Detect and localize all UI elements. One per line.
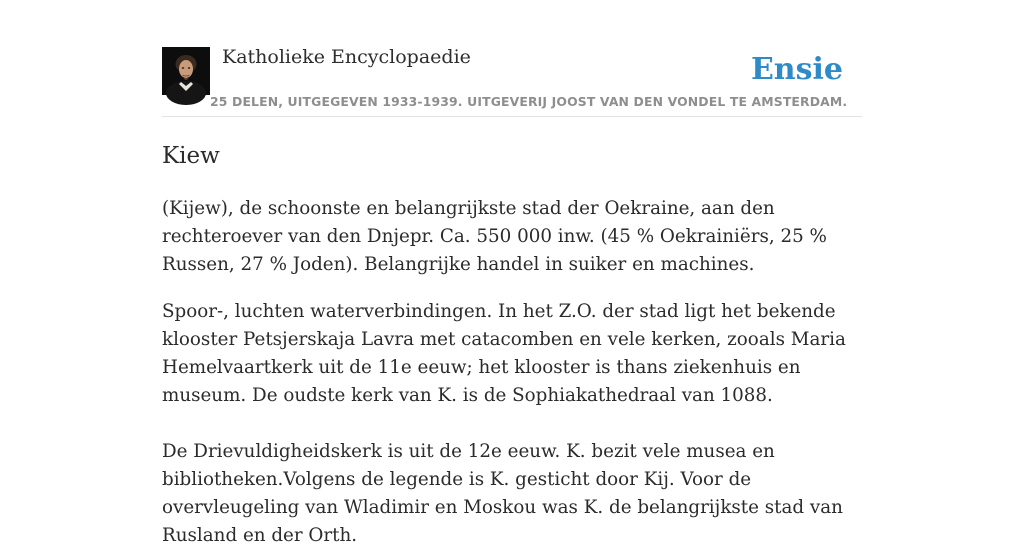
- article-paragraph-2: Spoor-, luchten waterverbindingen. In het Z.O. der stad ligt het bekende klooster Petsjerskaja Lavra met catacomben en vele kerken, zooals Maria Hemelvaartkerk uit de 11e eeuw; het klooster is thans ziekenhuis en museum. De oudste kerk van K. is de Sophiakathedraal van 1088.: [162, 301, 846, 406]
- avatar[interactable]: [162, 47, 210, 95]
- article-paragraph-1: (Kijew), de schoonste en belangrijkste stad der Oekraine, aan den rechteroever van den Dnjepr. Ca. 550 000 inw. (45 % Oekrainiërs, 25 % Russen, 27 % Joden). Belangrijke handel in suiker en machines.: [162, 198, 827, 275]
- article-paragraph-3: De Drievuldigheidskerk is uit de 12e eeuw. K. bezit vele musea en bibliotheken.Volgens de legende is K. gesticht door Kij. Voor de overvleugeling van Wladimir en Moskou was K. de belangrijkste stad van Rusland en der Orth.: [162, 441, 843, 546]
- ensie-logo-link[interactable]: Ensie: [750, 52, 843, 87]
- portrait-icon: [162, 47, 210, 95]
- site-header: [162, 0, 862, 117]
- page-content: [162, 0, 862, 546]
- site-title-link[interactable]: Katholieke Encyclopaedie: [222, 46, 471, 68]
- page-title: Kiew: [162, 143, 220, 169]
- publication-subtitle: 25 DELEN, UITGEGEVEN 1933-1939. UITGEVERIJ JOOST VAN DEN VONDEL TE AMSTERDAM.: [210, 94, 848, 109]
